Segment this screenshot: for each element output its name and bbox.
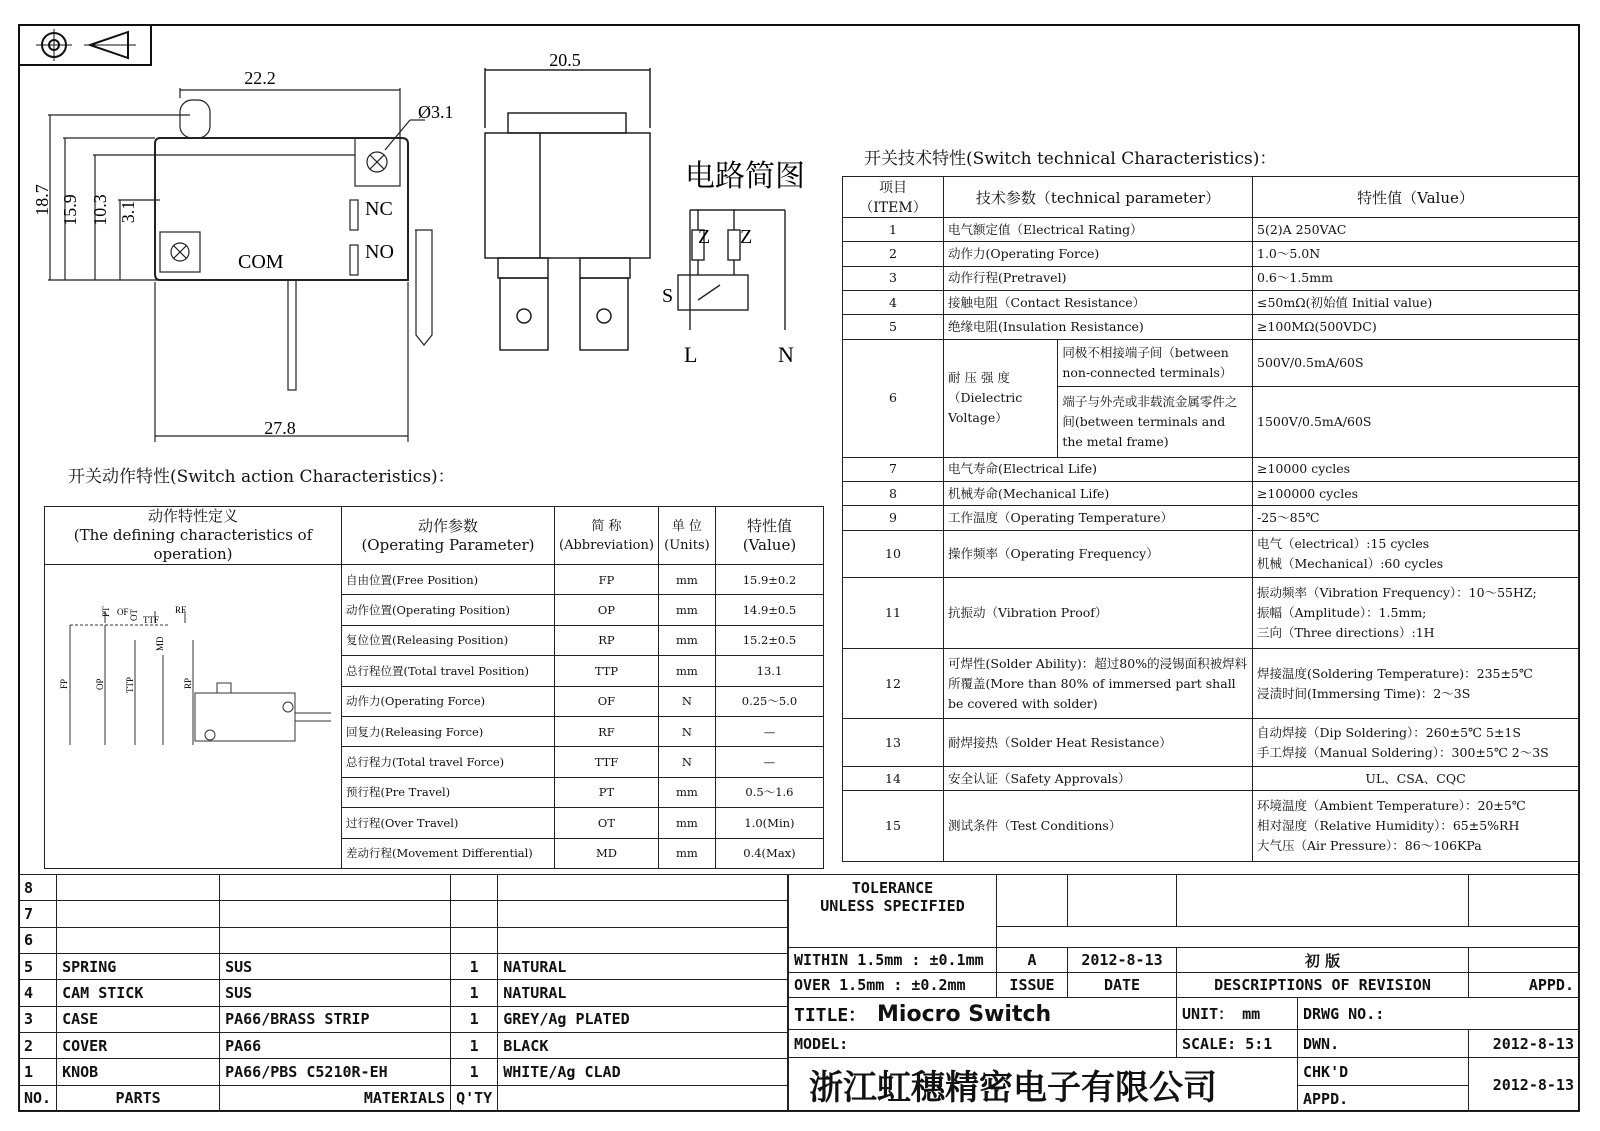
table-row — [19, 980, 788, 1006]
title-cell — [789, 998, 1177, 1030]
action-value: 0.4(Max) — [715, 838, 823, 868]
issue-value: A — [997, 948, 1068, 973]
date-label: DATE — [1068, 973, 1177, 998]
tech-header-value: 特性值（Value） — [1253, 177, 1579, 218]
diagram-rp: RP — [183, 677, 193, 689]
tech-param: 动作力(Operating Force) — [944, 242, 1253, 266]
parts-list — [18, 874, 788, 1112]
tech-no: 5 — [843, 315, 944, 339]
diagram-ttp: TTP — [125, 676, 135, 693]
bom-part: SPRING — [57, 953, 220, 979]
tech-no: 10 — [843, 530, 944, 577]
bom-no: 5 — [19, 953, 57, 979]
bom-finish — [498, 901, 788, 927]
table-row — [19, 875, 788, 901]
diagram-pt: PT — [101, 606, 111, 617]
action-param: 总行程位置(Total travel Position) — [342, 656, 555, 686]
tech-characteristics-table — [842, 176, 1579, 862]
action-param: 总行程力(Total travel Force) — [342, 747, 555, 777]
bom-part — [57, 901, 220, 927]
unit-cell — [1177, 998, 1298, 1030]
unit-value: mm — [1242, 1005, 1261, 1023]
action-unit: N — [658, 686, 715, 716]
tech-no: 8 — [843, 482, 944, 506]
action-unit: mm — [658, 656, 715, 686]
appd2-label: APPD. — [1298, 1086, 1469, 1112]
tech-value: 1.0～5.0N — [1253, 242, 1579, 266]
tech-value: -25～85℃ — [1253, 506, 1579, 530]
table-row — [19, 1059, 788, 1085]
action-abbr: OF — [555, 686, 659, 716]
action-unit: mm — [658, 565, 715, 595]
tech-no: 11 — [843, 578, 944, 649]
description-value: 初 版 — [1177, 948, 1469, 973]
tolerance-title: TOLERANCE UNLESS SPECIFIED — [789, 875, 997, 948]
rev-cell — [997, 875, 1068, 927]
tech-param: 电气寿命(Electrical Life) — [944, 457, 1253, 481]
title-label: TITLE： — [794, 1004, 867, 1026]
bom-qty — [451, 901, 498, 927]
action-param: 动作位置(Operating Position) — [342, 595, 555, 625]
tech-no: 4 — [843, 290, 944, 314]
bom-no: 7 — [19, 901, 57, 927]
dim-height-low: 3.1 — [118, 200, 138, 224]
bom-finish — [498, 875, 788, 901]
bom-no: 6 — [19, 927, 57, 953]
rev-cell — [1469, 875, 1580, 927]
tech-value: ≥100MΩ(500VDC) — [1253, 315, 1579, 339]
bom-material: SUS — [220, 980, 451, 1006]
scale-label: SCALE: — [1182, 1034, 1237, 1053]
action-param: 回复力(Releasing Force) — [342, 716, 555, 746]
circuit-s: S — [662, 285, 674, 307]
dim-front-width: 20.5 — [549, 50, 581, 70]
switch-front-view — [480, 48, 660, 368]
terminal-no-label: NO — [365, 241, 394, 263]
switch-side-view — [20, 60, 480, 450]
chkd-label: CHK'D — [1298, 1058, 1469, 1086]
tolerance-over: OVER 1.5mm : ±0.2mm — [789, 973, 997, 998]
action-unit: mm — [658, 838, 715, 868]
action-characteristics-table — [44, 506, 824, 869]
table-row — [19, 1032, 788, 1058]
bom-qty — [451, 927, 498, 953]
tech-value: ≥100000 cycles — [1253, 482, 1579, 506]
scale-cell — [1177, 1030, 1298, 1058]
tech-param: 接触电阻（Contact Resistance） — [944, 290, 1253, 314]
bom-part — [57, 927, 220, 953]
diagram-op: OP — [95, 678, 105, 690]
table-row — [843, 578, 1579, 649]
bom-part: COVER — [57, 1032, 220, 1058]
tech-value: 焊接温度(Soldering Temperature)：235±5℃ 浸渍时间(Immersing Time)：2～3S — [1253, 648, 1579, 719]
dwn-label: DWN. — [1298, 1030, 1469, 1058]
action-abbr: OP — [555, 595, 659, 625]
tech-table-header — [843, 177, 1579, 218]
rev-cell — [1068, 875, 1177, 927]
tech-value: ≥10000 cycles — [1253, 457, 1579, 481]
bom-qty: 1 — [451, 1006, 498, 1032]
action-abbr: FP — [555, 565, 659, 595]
dim-height-body: 15.9 — [60, 194, 80, 226]
tech-subparam: 端子与外壳或非载流金属零件之间(between terminals and the metal frame) — [1058, 387, 1253, 458]
tech-value: 振动频率（Vibration Frequency）：10～55HZ; 振幅（Amplitude）：1.5mm; 三向（Three directions）:1H — [1253, 578, 1579, 649]
tech-param: 操作频率（Operating Frequency） — [944, 530, 1253, 577]
bom-part: KNOB — [57, 1059, 220, 1085]
bom-part — [57, 875, 220, 901]
tech-header-param: 技术参数（technical parameter） — [944, 177, 1253, 218]
circuit-l: L — [684, 342, 698, 367]
action-header-unit: 单 位 (Units) — [658, 507, 715, 565]
action-abbr: PT — [555, 777, 659, 807]
table-row — [843, 218, 1579, 242]
table-row — [843, 506, 1579, 530]
table-row — [843, 719, 1579, 766]
table-row — [843, 457, 1579, 481]
action-unit: N — [658, 747, 715, 777]
action-unit: mm — [658, 625, 715, 655]
dim-width-bottom: 27.8 — [264, 418, 296, 438]
circuit-z1: Z — [698, 226, 711, 248]
circuit-z2: Z — [740, 226, 753, 248]
bom-finish: BLACK — [498, 1032, 788, 1058]
tech-section-title: 开关技术特性(Switch technical Characteristics)： — [864, 149, 1277, 169]
dim-height-mid: 10.3 — [90, 194, 110, 226]
action-value: 0.25～5.0 — [715, 686, 823, 716]
table-row — [843, 766, 1579, 790]
action-unit: N — [658, 716, 715, 746]
diagram-ot: OT — [129, 609, 139, 621]
title-value: Miocro Switch — [877, 1001, 1052, 1027]
model-label: MODEL: — [789, 1030, 1177, 1058]
tech-param: 可焊性(Solder Ability)：超过80%的浸锡面积被焊料所覆盖(More than 80% of immersed part shall be covered with solder) — [944, 648, 1253, 719]
bom-qty: 1 — [451, 1059, 498, 1085]
action-abbr: OT — [555, 808, 659, 838]
dwn-date: 2012-8-13 — [1469, 1030, 1580, 1058]
diagram-of: OF — [117, 607, 129, 617]
bom-part: CASE — [57, 1006, 220, 1032]
company-name: 浙江虹穗精密电子有限公司 — [789, 1058, 1298, 1112]
action-value: 15.9±0.2 — [715, 565, 823, 595]
action-abbr: MD — [555, 838, 659, 868]
action-abbr: RP — [555, 625, 659, 655]
action-diagram-cell — [45, 565, 342, 869]
table-row — [19, 1006, 788, 1032]
action-unit: mm — [658, 595, 715, 625]
rev-cell — [1177, 875, 1469, 927]
tech-value: ≤50mΩ(初始值 Initial value) — [1253, 290, 1579, 314]
action-param: 复位位置(Releasing Position) — [342, 625, 555, 655]
bom-no: 4 — [19, 980, 57, 1006]
tech-value: 0.6～1.5mm — [1253, 266, 1579, 290]
tech-value: 500V/0.5mA/60S — [1253, 339, 1579, 386]
table-row — [843, 482, 1579, 506]
description-label: DESCRIPTIONS OF REVISION — [1177, 973, 1469, 998]
drwg-no-label: DRWG NO.: — [1298, 998, 1580, 1030]
bom-footer-parts: PARTS — [57, 1085, 220, 1111]
action-header-value: 特性值 (Value) — [715, 507, 823, 565]
bom-finish: GREY/Ag PLATED — [498, 1006, 788, 1032]
tech-no: 15 — [843, 791, 944, 862]
bom-footer — [19, 1085, 788, 1111]
bom-no: 8 — [19, 875, 57, 901]
date-value: 2012-8-13 — [1068, 948, 1177, 973]
bom-material: PA66 — [220, 1032, 451, 1058]
bom-material: PA66/PBS C5210R-EH — [220, 1059, 451, 1085]
action-header-param: 动作参数 (Operating Parameter) — [342, 507, 555, 565]
bom-finish: NATURAL — [498, 953, 788, 979]
bom-qty: 1 — [451, 1032, 498, 1058]
table-row — [843, 290, 1579, 314]
action-unit: mm — [658, 808, 715, 838]
action-abbr: TTP — [555, 656, 659, 686]
tolerance-within: WITHIN 1.5mm : ±0.1mm — [789, 948, 997, 973]
tech-no: 2 — [843, 242, 944, 266]
circuit-n: N — [778, 342, 794, 367]
action-param: 差动行程(Movement Differential) — [342, 838, 555, 868]
bom-material — [220, 901, 451, 927]
diagram-fp: FP — [59, 678, 69, 689]
table-row — [19, 901, 788, 927]
bom-qty: 1 — [451, 953, 498, 979]
tech-param: 测试条件（Test Conditions） — [944, 791, 1253, 862]
action-abbr: RF — [555, 716, 659, 746]
tech-no: 12 — [843, 648, 944, 719]
tech-param: 动作行程(Pretravel) — [944, 266, 1253, 290]
appd-label: APPD. — [1469, 973, 1580, 998]
action-value: 0.5～1.6 — [715, 777, 823, 807]
action-unit: mm — [658, 777, 715, 807]
tech-no: 7 — [843, 457, 944, 481]
table-row — [843, 530, 1579, 577]
tech-no: 9 — [843, 506, 944, 530]
terminal-com-label: COM — [238, 251, 284, 273]
terminal-nc-label: NC — [365, 198, 393, 220]
tech-no: 14 — [843, 766, 944, 790]
bom-material: SUS — [220, 953, 451, 979]
table-row — [843, 648, 1579, 719]
tech-value: 环境温度（Ambient Temperature）：20±5℃ 相对湿度（Relative Humidity）：65±5%RH 大气压（Air Pressure）：86～106KPa — [1253, 791, 1579, 862]
diagram-ttf: TTF — [143, 615, 160, 625]
table-row — [19, 927, 788, 953]
action-param: 预行程(Pre Travel) — [342, 777, 555, 807]
dim-width-top: 22.2 — [244, 68, 276, 88]
bom-qty: 1 — [451, 980, 498, 1006]
bom-footer-empty — [498, 1085, 788, 1111]
table-row — [19, 953, 788, 979]
diagram-md: MD — [155, 636, 165, 651]
bom-material — [220, 927, 451, 953]
appd-value — [1469, 948, 1580, 973]
dim-hole-diameter: Ø3.1 — [418, 102, 454, 122]
tech-value: 1500V/0.5mA/60S — [1253, 387, 1579, 458]
bom-part: CAM STICK — [57, 980, 220, 1006]
scale-value: 5:1 — [1245, 1034, 1273, 1053]
circuit-title: 电路简图 — [685, 160, 805, 193]
bom-finish — [498, 927, 788, 953]
tech-param: 耐 压 强 度 （Dielectric Voltage） — [944, 339, 1058, 457]
bom-no: 2 — [19, 1032, 57, 1058]
action-diagram — [45, 565, 331, 865]
tech-param: 安全认证（Safety Approvals） — [944, 766, 1253, 790]
bom-material — [220, 875, 451, 901]
diagram-rf: RF — [175, 605, 187, 615]
table-row — [45, 565, 824, 595]
tech-value: 5(2)A 250VAC — [1253, 218, 1579, 242]
action-header-def: 动作特性定义 (The defining characteristics of operation) — [45, 507, 342, 565]
action-table-header — [45, 507, 824, 565]
bom-material: PA66/BRASS STRIP — [220, 1006, 451, 1032]
tech-no: 1 — [843, 218, 944, 242]
tech-param: 机械寿命(Mechanical Life) — [944, 482, 1253, 506]
tech-param: 绝缘电阻(Insulation Resistance) — [944, 315, 1253, 339]
bom-finish: WHITE/Ag CLAD — [498, 1059, 788, 1085]
circuit-diagram — [660, 150, 820, 380]
action-value: — — [715, 716, 823, 746]
tech-header-item: 项目 （ITEM） — [843, 177, 944, 218]
unit-label: UNIT： — [1182, 1005, 1234, 1023]
tech-param: 抗振动（Vibration Proof） — [944, 578, 1253, 649]
bom-footer-no: NO. — [19, 1085, 57, 1111]
table-row — [843, 339, 1579, 386]
tech-value: UL、CSA、CQC — [1253, 766, 1579, 790]
tech-value: 电气（electrical）:15 cycles 机械（Mechanical）:60 cycles — [1253, 530, 1579, 577]
tech-no: 6 — [843, 339, 944, 457]
bom-footer-qty: Q'TY — [451, 1085, 498, 1111]
action-param: 过行程(Over Travel) — [342, 808, 555, 838]
bom-no: 3 — [19, 1006, 57, 1032]
action-param: 动作力(Operating Force) — [342, 686, 555, 716]
bom-qty — [451, 875, 498, 901]
action-value: 14.9±0.5 — [715, 595, 823, 625]
bom-footer-materials: MATERIALS — [220, 1085, 451, 1111]
action-abbr: TTF — [555, 747, 659, 777]
tech-subparam: 同极不相接端子间（between non-connected terminals） — [1058, 339, 1253, 386]
tech-param: 电气额定值（Electrical Rating） — [944, 218, 1253, 242]
table-row — [843, 791, 1579, 862]
dim-height-total: 18.7 — [32, 184, 52, 216]
tech-no: 3 — [843, 266, 944, 290]
action-value: 15.2±0.5 — [715, 625, 823, 655]
tech-no: 13 — [843, 719, 944, 766]
action-value: 1.0(Min) — [715, 808, 823, 838]
action-header-abbr: 简 称 (Abbreviation) — [555, 507, 659, 565]
tech-param: 耐焊接热（Solder Heat Resistance） — [944, 719, 1253, 766]
issue-label: ISSUE — [997, 973, 1068, 998]
action-value: — — [715, 747, 823, 777]
tech-param: 工作温度（Operating Temperature） — [944, 506, 1253, 530]
action-value: 13.1 — [715, 656, 823, 686]
chkd-date: 2012-8-13 — [1469, 1058, 1580, 1112]
title-block — [788, 874, 1580, 1112]
action-param: 自由位置(Free Position) — [342, 565, 555, 595]
bom-no: 1 — [19, 1059, 57, 1085]
table-row — [843, 266, 1579, 290]
tech-value: 自动焊接（Dip Soldering）：260±5℃ 5±1S 手工焊接（Manual Soldering）：300±5℃ 2～3S — [1253, 719, 1579, 766]
table-row — [843, 242, 1579, 266]
table-row — [843, 315, 1579, 339]
action-section-title: 开关动作特性(Switch action Characteristics)： — [68, 467, 455, 487]
bom-finish: NATURAL — [498, 980, 788, 1006]
